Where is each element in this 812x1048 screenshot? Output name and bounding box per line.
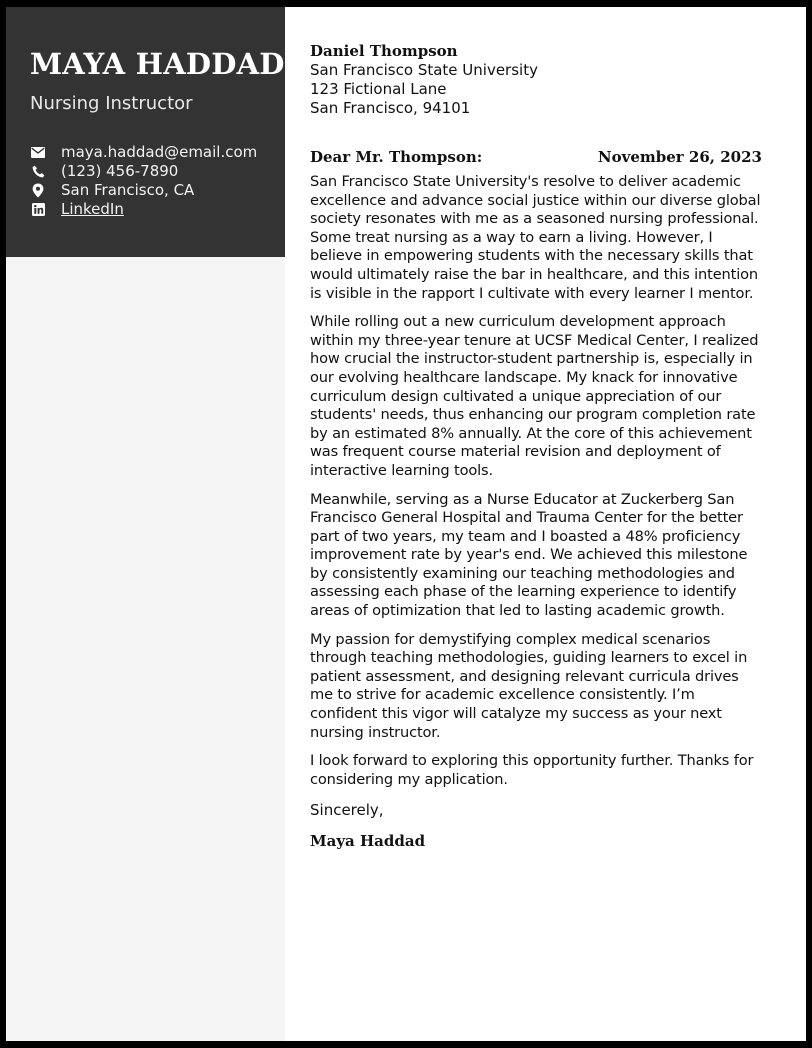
contact-phone (30, 162, 285, 181)
paragraph: Meanwhile, serving as a Nurse Educator at Zuckerberg San Francisco General Hospital and Trauma Center for the better part of two years, my team and I boasted a 48% proficiency improvement rate by year's end. We achieved this milestone by consistently examining our teaching methodologies and assessing each phase of the learning experience to identify areas of optimization that led to lasting academic growth. (310, 490, 748, 620)
phone-icon (30, 164, 46, 180)
recipient-city: San Francisco, 94101 (310, 99, 471, 117)
location-pin-icon (30, 183, 46, 199)
phone-text: (123) 456-7890 (61, 162, 179, 180)
linkedin-link[interactable]: LinkedIn (61, 200, 124, 218)
sidebar (6, 7, 285, 1041)
email-icon (30, 145, 46, 161)
signature-name: Maya Haddad (310, 832, 426, 851)
contact-location (30, 181, 285, 200)
paragraph: While rolling out a new curriculum development approach within my three-year tenure at UCSF Medical Center, I realized how crucial the instructor-student partnership is, especially in our evolving healthcare landscape. My knack for innovative curriculum design cultivated a unique appreciation of our students' needs, thus enhancing our program completion rate by an estimated 8% annually. At the core of this achievement was frequent course material revision and deployment of interactive learning tools. (310, 313, 759, 479)
salutation: Dear Mr. Thompson: (310, 148, 483, 166)
salutation-row (310, 148, 762, 167)
sender-title: Nursing Instructor (30, 93, 193, 114)
sender-name: MAYA HADDAD (30, 47, 285, 81)
sidebar-header (6, 7, 285, 257)
recipient-name: Daniel Thompson (310, 42, 458, 60)
recipient-street: 123 Fictional Lane (310, 80, 447, 98)
email-text: maya.haddad@email.com (61, 143, 258, 161)
contact-list (30, 143, 285, 219)
letter-date: November 26, 2023 (597, 148, 762, 166)
paragraph: I look forward to exploring this opportunity further. Thanks for considering my application. (310, 752, 754, 788)
contact-email (30, 143, 285, 162)
contact-linkedin[interactable] (30, 200, 285, 219)
recipient-organization: San Francisco State University (310, 61, 538, 79)
location-text: San Francisco, CA (61, 181, 195, 199)
letter-body (310, 42, 762, 851)
closing: Sincerely, (310, 801, 384, 820)
paragraph: My passion for demystifying complex medical scenarios through teaching methodologies, guiding learners to excel in patient assessment, and designing relevant curricula drives me to strive for academic excellence consistently. I’m confident this vigor will catalyze my success as your next nursing instructor. (310, 630, 748, 741)
linkedin-icon (30, 202, 46, 218)
paragraph: San Francisco State University's resolve to deliver academic excellence and advance social justice within our diverse global society resonates with me as a seasoned nursing professional. Some treat nursing as a way to earn a living. However, I believe in empowering students with the necessary skills that would ultimately raise the bar in healthcare, and this intention is visible in the rapport I cultivate with every learner I mentor. (310, 173, 761, 302)
